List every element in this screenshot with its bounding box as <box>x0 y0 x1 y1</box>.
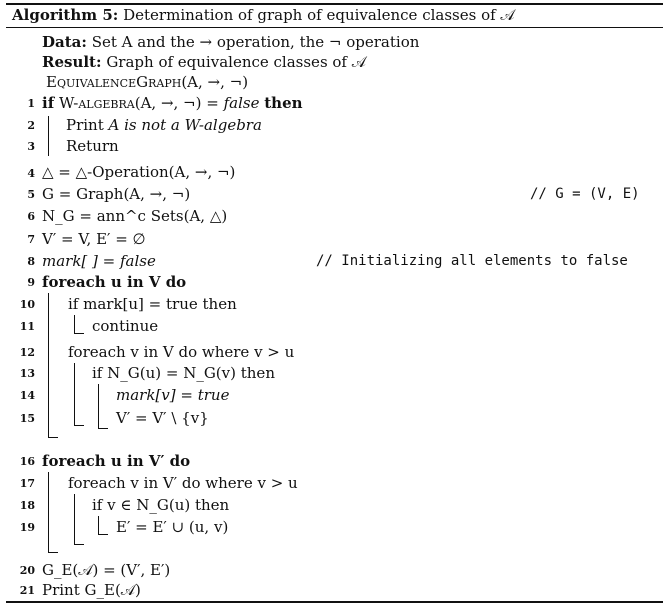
line-number: 21 <box>19 584 35 597</box>
data-line <box>42 33 419 51</box>
line-number: 2 <box>27 119 35 132</box>
line-number: 1 <box>27 97 35 110</box>
then-keyword: then <box>264 94 303 112</box>
block-foot <box>74 333 84 334</box>
call-args: (A, →, ¬) = <box>134 94 219 112</box>
block-bar <box>48 116 49 156</box>
code-line-14: mark[v] = true <box>116 386 230 404</box>
code-line-9: foreach u in V do <box>42 273 187 291</box>
code-line-4: △ = △-Operation(A, →, ¬) <box>42 163 236 181</box>
data-keyword: Data: <box>42 33 87 51</box>
line-number: 13 <box>19 367 35 380</box>
comment-line-8: // Initializing all elements to false <box>316 253 628 269</box>
block-foot <box>48 552 58 553</box>
line-number: 20 <box>19 564 35 577</box>
result-keyword: Result: <box>42 53 102 71</box>
code-line-6: N_G = ann^c Sets(A, △) <box>42 207 228 225</box>
algorithm-caption <box>12 6 515 24</box>
line-number: 12 <box>19 346 35 359</box>
line-number: 7 <box>27 233 35 246</box>
block-bar <box>48 472 49 552</box>
comment-line-5: // G = (V, E) <box>530 186 640 202</box>
block-bar <box>74 494 75 544</box>
code-line-2 <box>66 116 262 134</box>
line-number: 6 <box>27 210 35 223</box>
if-keyword: if <box>42 94 55 112</box>
code-line-5: G = Graph(A, →, ¬) <box>42 185 191 203</box>
line-number: 4 <box>27 167 35 180</box>
line-number: 9 <box>27 276 35 289</box>
code-line-12: foreach v in V do where v > u <box>68 343 295 361</box>
bottom-rule <box>6 601 663 603</box>
code-line-11: continue <box>92 317 159 335</box>
block-bar <box>98 516 99 534</box>
line-number: 5 <box>27 188 35 201</box>
line-number: 11 <box>19 320 35 333</box>
code-line-21: Print G_E(𝒜) <box>42 581 141 599</box>
caption-rule <box>6 27 663 28</box>
line-number: 16 <box>19 455 35 468</box>
block-foot <box>48 437 58 438</box>
code-line-7: V′ = V, E′ = ∅ <box>42 230 146 248</box>
caption-title: Determination of graph of equivalence classes of 𝒜 <box>123 6 515 24</box>
line-number: 18 <box>19 499 35 512</box>
code-line-13: if N_G(u) = N_G(v) then <box>92 364 275 382</box>
code-line-15: V′ = V′ \ {v} <box>116 409 209 427</box>
block-bar <box>74 363 75 425</box>
code-line-8: mark[ ] = false <box>42 252 156 270</box>
false-literal: false <box>223 94 260 112</box>
print-word: Print <box>66 116 104 134</box>
code-line-20: G_E(𝒜) = (V′, E′) <box>42 561 171 579</box>
block-bar <box>74 315 75 333</box>
code-line-3: Return <box>66 137 119 155</box>
caption-label: Algorithm 5: <box>12 6 119 24</box>
code-line-18: if v ∈ N_G(u) then <box>92 496 230 514</box>
code-line-16: foreach u in V′ do <box>42 452 191 470</box>
block-bar <box>98 384 99 428</box>
line-number: 8 <box>27 255 35 268</box>
result-line <box>42 53 366 71</box>
signature-line: EquivalenceGraph(A, →, ¬) <box>46 73 249 91</box>
line-number: 15 <box>19 412 35 425</box>
block-foot <box>98 534 108 535</box>
line-number: 3 <box>27 140 35 153</box>
line-number: 19 <box>19 521 35 534</box>
line-number: 17 <box>19 477 35 490</box>
top-rule <box>6 3 663 5</box>
block-foot <box>74 425 84 426</box>
line-number: 14 <box>19 389 35 402</box>
block-foot <box>98 428 108 429</box>
code-line-10: if mark[u] = true then <box>68 295 237 313</box>
line-number: 10 <box>19 298 35 311</box>
data-text: Set A and the → operation, the ¬ operation <box>91 33 420 51</box>
result-text: Graph of equivalence classes of 𝒜 <box>106 53 366 71</box>
w-algebra-call: W-algebra <box>58 94 135 112</box>
block-bar <box>48 293 49 438</box>
block-foot <box>74 544 84 545</box>
code-line-19: E′ = E′ ∪ (u, v) <box>116 518 229 536</box>
print-message: A is not a W-algebra <box>108 116 262 134</box>
code-line-1 <box>42 94 303 112</box>
code-line-17: foreach v in V′ do where v > u <box>68 474 298 492</box>
